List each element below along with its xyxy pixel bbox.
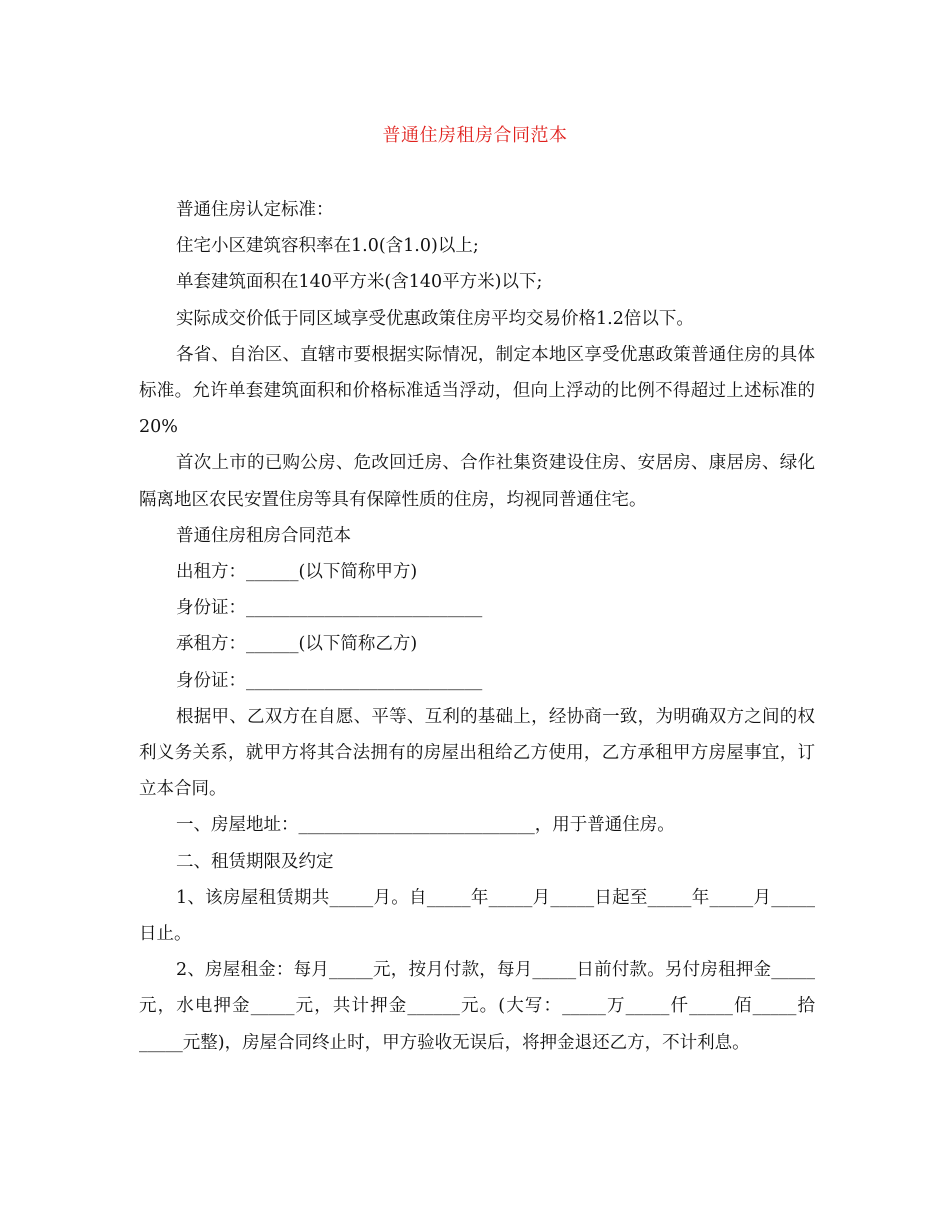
document-body bbox=[139, 192, 815, 1061]
paragraph-provincial-standards: 各省、自治区、直辖市要根据实际情况，制定本地区享受优惠政策普通住房的具体标准。允许单套建筑面积和价格标准适当浮动，但向上浮动的比例不得超过上述标准的20% bbox=[139, 344, 815, 438]
paragraph-lessor-id: 身份证：___________________________ bbox=[176, 598, 483, 619]
paragraph-plot-ratio: 住宅小区建筑容积率在1.0(含1.0)以上; bbox=[176, 236, 479, 257]
paragraph-affordable-housing: 首次上市的已购公房、危改回迁房、合作社集资建设住房、安居房、康居房、绿化隔离地区农民安置住房等具有保障性质的住房，均视同普通住宅。 bbox=[139, 453, 815, 510]
paragraph-term-heading: 二、租赁期限及约定 bbox=[176, 851, 334, 872]
paragraph-preamble: 根据甲、乙双方在自愿、平等、互利的基础上，经协商一致，为明确双方之间的权利义务关系，就甲方将其合法拥有的房屋出租给乙方使用，乙方承租甲方房屋事宜，订立本合同。 bbox=[139, 706, 815, 800]
paragraph-floor-area: 单套建筑面积在140平方米(含140平方米)以下; bbox=[176, 272, 543, 293]
paragraph-lessor: 出租方：______(以下简称甲方) bbox=[176, 562, 418, 583]
paragraph-rent: 2、房屋租金：每月_____元，按月付款，每月_____日前付款。另付房租押金_____元，水电押金_____元，共计押金______元。(大写：_____万_____仟_____佰_____拾_____元整)，房屋合同终止时，甲方验收无误后，将押金退还乙方，不计利息。 bbox=[139, 960, 815, 1053]
paragraph-contract-title: 普通住房租房合同范本 bbox=[176, 525, 351, 546]
document-title: 普通住房租房合同范本 bbox=[382, 125, 568, 146]
paragraph-price: 实际成交价低于同区域享受优惠政策住房平均交易价格1.2倍以下。 bbox=[176, 308, 694, 329]
paragraph-address: 一、房屋地址：___________________________，用于普通住房。 bbox=[176, 815, 675, 836]
paragraph-standard-heading: 普通住房认定标准： bbox=[176, 200, 334, 220]
paragraph-lessee-id: 身份证：___________________________ bbox=[176, 670, 483, 691]
paragraph-term: 1、该房屋租赁期共_____月。自_____年_____月_____日起至_____年_____月_____日止。 bbox=[139, 887, 815, 945]
paragraph-lessee: 承租方：______(以下简称乙方) bbox=[176, 634, 418, 655]
